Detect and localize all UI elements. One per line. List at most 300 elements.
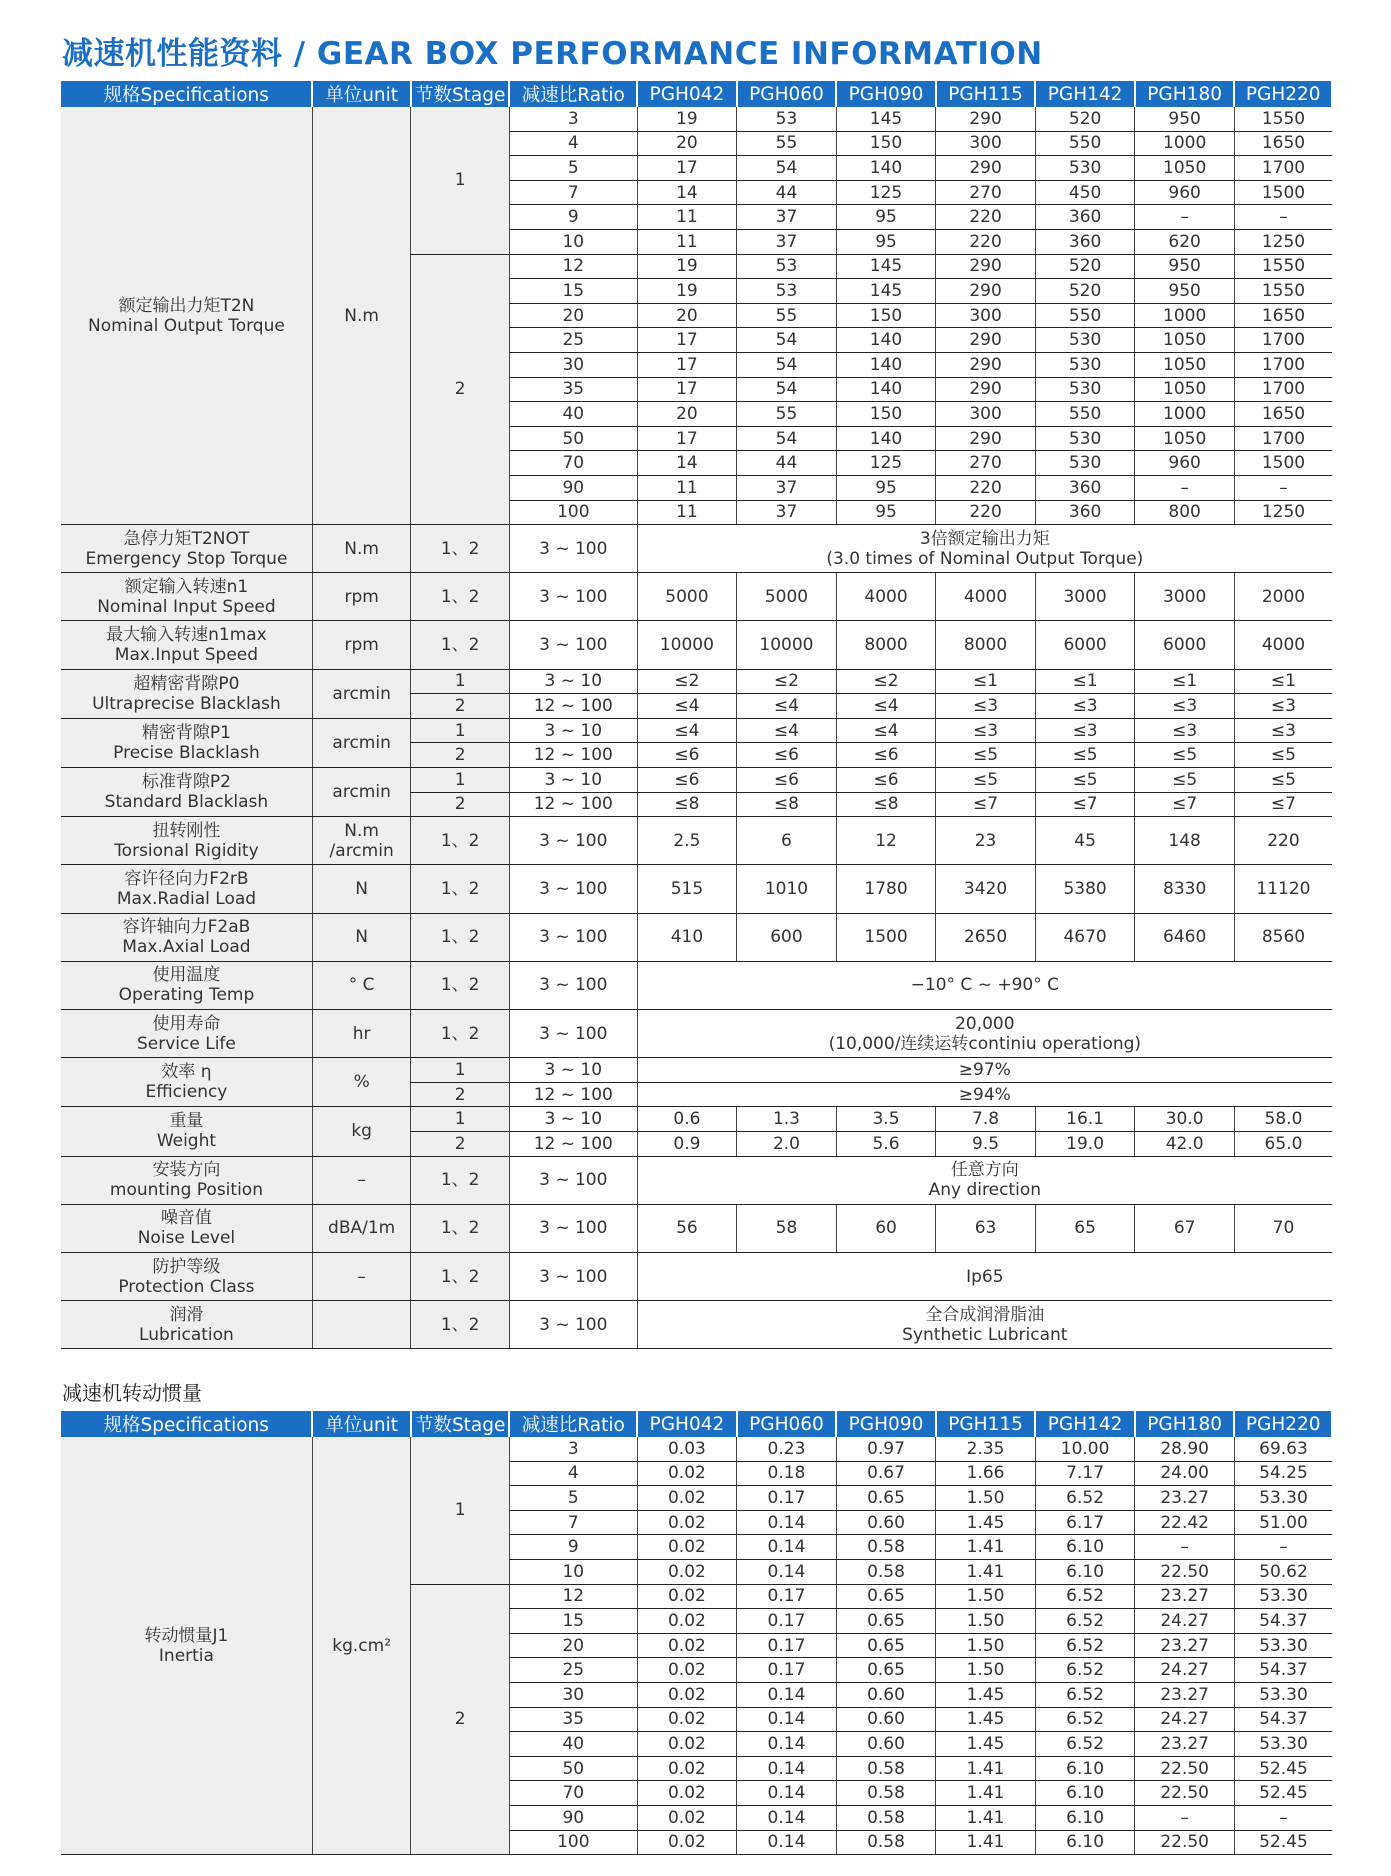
ratio-cell: 12 ~ 100: [509, 743, 637, 768]
value-cell: 140: [836, 352, 936, 377]
value-cell: ≤8: [637, 792, 737, 817]
value-cell: 23.27: [1135, 1732, 1235, 1757]
inertia-table: [61, 1411, 1333, 1855]
ratio-cell: 3 ~ 100: [509, 1156, 637, 1204]
param-name: [61, 525, 312, 573]
value-cell: 1780: [836, 865, 936, 913]
ratio-cell: 12 ~ 100: [509, 1082, 637, 1107]
value-cell: 360: [1035, 475, 1135, 500]
param-name: [61, 865, 312, 913]
ratio-cell: 25: [509, 328, 637, 353]
param-name: [61, 1204, 312, 1252]
column-header: 单位unit: [312, 81, 411, 107]
value-cell: 19.0: [1035, 1131, 1135, 1156]
value-cell: ≤4: [836, 694, 936, 719]
param-name-en: Standard Blacklash: [104, 792, 269, 813]
value-cell: 0.60: [836, 1732, 936, 1757]
value-cell: 1.50: [936, 1584, 1036, 1609]
value-cell: 2000: [1234, 573, 1332, 621]
column-header: 单位unit: [312, 1411, 411, 1437]
param-name-cn: 重量: [169, 1111, 204, 1132]
value-cell: 1.45: [936, 1682, 1036, 1707]
unit-cell: N: [312, 913, 411, 961]
merged-line: Ip65: [966, 1266, 1004, 1287]
value-cell: 1.50: [936, 1609, 1036, 1634]
column-header: 减速比Ratio: [509, 1411, 637, 1437]
param-name-cn: 精密背隙P1: [141, 722, 231, 743]
value-cell: 67: [1135, 1204, 1235, 1252]
value-cell: 17: [637, 426, 737, 451]
ratio-cell: 40: [509, 1732, 637, 1757]
value-cell: 2.0: [737, 1131, 837, 1156]
param-name-en: Inertia: [158, 1645, 214, 1666]
param-name-cn: 润滑: [169, 1304, 204, 1325]
value-cell: 530: [1035, 328, 1135, 353]
value-cell: 3000: [1135, 573, 1235, 621]
value-cell: 22.50: [1135, 1756, 1235, 1781]
ratio-cell: 12 ~ 100: [509, 792, 637, 817]
table-row: [61, 1058, 1332, 1083]
stage-cell: 2: [411, 1131, 510, 1156]
value-cell: 1.41: [936, 1781, 1036, 1806]
value-cell: 950: [1135, 107, 1235, 131]
value-cell: 145: [836, 254, 936, 279]
column-header: 规格Specifications: [61, 1411, 312, 1437]
value-cell: 16.1: [1035, 1107, 1135, 1132]
param-name-en: Max.Radial Load: [116, 889, 257, 909]
merged-line: (3.0 times of Nominal Output Torque): [826, 548, 1144, 569]
merged-value: [637, 1009, 1332, 1057]
param-name: [61, 107, 312, 525]
value-cell: 95: [836, 205, 936, 230]
value-cell: ≤7: [1035, 792, 1135, 817]
value-cell: 1700: [1234, 377, 1332, 402]
value-cell: 530: [1035, 156, 1135, 181]
value-cell: 8330: [1135, 865, 1235, 913]
value-cell: 6.10: [1035, 1756, 1135, 1781]
stage-cell: 1: [411, 1058, 510, 1083]
value-cell: 1500: [1234, 180, 1332, 205]
value-cell: 0.02: [637, 1461, 737, 1486]
ratio-cell: 3 ~ 100: [509, 865, 637, 913]
ratio-cell: 3 ~ 100: [509, 913, 637, 961]
value-cell: 0.14: [737, 1732, 837, 1757]
value-cell: 17: [637, 156, 737, 181]
value-cell: 5380: [1035, 865, 1135, 913]
value-cell: 1500: [836, 913, 936, 961]
param-name-en: Noise Level: [137, 1228, 236, 1249]
value-cell: 11: [637, 205, 737, 230]
param-name-cn: 额定输出力矩T2N: [118, 295, 255, 316]
value-cell: 10000: [737, 621, 837, 669]
value-cell: 270: [936, 451, 1036, 476]
value-cell: 1550: [1234, 279, 1332, 304]
ratio-cell: 12 ~ 100: [509, 1131, 637, 1156]
param-name-en: Ultraprecise Blacklash: [92, 693, 281, 714]
ratio-cell: 50: [509, 1756, 637, 1781]
ratio-cell: 3 ~ 100: [509, 525, 637, 573]
column-header: 节数Stage: [411, 81, 510, 107]
ratio-cell: 9: [509, 205, 637, 230]
value-cell: ≤6: [637, 768, 737, 793]
value-cell: 0.65: [836, 1609, 936, 1634]
value-cell: 17: [637, 352, 737, 377]
value-cell: 1.41: [936, 1830, 1036, 1855]
unit-cell: kg: [312, 1107, 411, 1156]
value-cell: –: [1234, 1535, 1332, 1560]
ratio-cell: 3 ~ 100: [509, 1009, 637, 1057]
value-cell: 54: [737, 377, 837, 402]
value-cell: 0.02: [637, 1682, 737, 1707]
value-cell: 5000: [637, 573, 737, 621]
value-cell: ≤1: [1035, 669, 1135, 694]
value-cell: 6.17: [1035, 1510, 1135, 1535]
param-name: [61, 1156, 312, 1204]
param-name-cn: 扭转刚性: [152, 820, 221, 841]
value-cell: 600: [737, 913, 837, 961]
value-cell: 1.45: [936, 1707, 1036, 1732]
value-cell: 1.41: [936, 1535, 1036, 1560]
table-row: [61, 573, 1332, 621]
value-cell: 520: [1035, 279, 1135, 304]
stage-cell: 1、2: [411, 573, 510, 621]
value-cell: ≤6: [836, 743, 936, 768]
value-cell: 60: [836, 1204, 936, 1252]
value-cell: 1.41: [936, 1559, 1036, 1584]
value-cell: 140: [836, 377, 936, 402]
merged-line: 全合成润滑脂油: [925, 1304, 1045, 1325]
ratio-cell: 35: [509, 377, 637, 402]
stage-cell: 1: [411, 718, 510, 743]
value-cell: 6.10: [1035, 1781, 1135, 1806]
value-cell: 0.65: [836, 1658, 936, 1683]
column-header: PGH060: [737, 1411, 837, 1437]
value-cell: 1700: [1234, 352, 1332, 377]
value-cell: 19: [637, 279, 737, 304]
value-cell: 0.9: [637, 1131, 737, 1156]
ratio-cell: 25: [509, 1658, 637, 1683]
value-cell: 0.02: [637, 1756, 737, 1781]
value-cell: 520: [1035, 107, 1135, 131]
value-cell: 53: [737, 107, 837, 131]
column-header: PGH115: [936, 1411, 1036, 1437]
column-header: 规格Specifications: [61, 81, 312, 107]
value-cell: 1.50: [936, 1658, 1036, 1683]
value-cell: ≤5: [936, 743, 1036, 768]
value-cell: 550: [1035, 131, 1135, 156]
value-cell: 290: [936, 426, 1036, 451]
value-cell: 0.58: [836, 1756, 936, 1781]
value-cell: 0.02: [637, 1707, 737, 1732]
value-cell: 220: [936, 205, 1036, 230]
merged-value: [637, 1252, 1332, 1300]
stage-cell: 1、2: [411, 1156, 510, 1204]
value-cell: 3.5: [836, 1107, 936, 1132]
table-row: [61, 1156, 1332, 1204]
merged-line: 任意方向: [950, 1160, 1019, 1181]
value-cell: 8560: [1234, 913, 1332, 961]
value-cell: ≤5: [1035, 743, 1135, 768]
stage-cell: 1: [411, 768, 510, 793]
value-cell: 6.52: [1035, 1584, 1135, 1609]
table-row: [61, 1437, 1332, 1461]
column-header: PGH180: [1135, 81, 1235, 107]
param-name: [61, 573, 312, 621]
param-name-cn: 最大输入转速n1max: [106, 625, 267, 646]
value-cell: 17: [637, 377, 737, 402]
value-cell: 0.58: [836, 1781, 936, 1806]
column-header: PGH042: [637, 1411, 737, 1437]
value-cell: 53.30: [1234, 1584, 1332, 1609]
stage-cell: 1、2: [411, 817, 510, 865]
value-cell: 53.30: [1234, 1732, 1332, 1757]
stage-cell: 1: [411, 1107, 510, 1132]
ratio-cell: 9: [509, 1535, 637, 1560]
param-name-en: Efficiency: [145, 1082, 228, 1103]
value-cell: 0.17: [737, 1633, 837, 1658]
ratio-cell: 100: [509, 1830, 637, 1855]
value-cell: ≤4: [737, 694, 837, 719]
table-row: [61, 817, 1332, 865]
ratio-cell: 70: [509, 451, 637, 476]
ratio-cell: 10: [509, 1559, 637, 1584]
ratio-cell: 5: [509, 1486, 637, 1511]
value-cell: 220: [936, 500, 1036, 525]
param-name-cn: 额定输入转速n1: [124, 576, 249, 597]
ratio-cell: 20: [509, 1633, 637, 1658]
unit-cell: arcmin: [312, 718, 411, 767]
column-header: PGH220: [1234, 81, 1332, 107]
value-cell: 23.27: [1135, 1633, 1235, 1658]
stage-cell: 2: [411, 792, 510, 817]
table-row: [61, 107, 1332, 131]
value-cell: 7.8: [936, 1107, 1036, 1132]
value-cell: 0.14: [737, 1535, 837, 1560]
param-name-en: Lubrication: [139, 1324, 234, 1345]
merged-line: 3倍额定输出力矩: [919, 528, 1050, 549]
column-header: PGH042: [637, 81, 737, 107]
unit-cell: N.m: [312, 525, 411, 573]
param-name-cn: 使用温度: [152, 965, 221, 986]
value-cell: 69.63: [1234, 1437, 1332, 1461]
ratio-cell: 20: [509, 303, 637, 328]
value-cell: ≤7: [1135, 792, 1235, 817]
value-cell: 290: [936, 328, 1036, 353]
value-cell: 150: [836, 303, 936, 328]
value-cell: 1.66: [936, 1461, 1036, 1486]
stage-cell: 1: [411, 669, 510, 694]
page-title: 减速机性能资料 / GEAR BOX PERFORMANCE INFORMATION: [62, 36, 1043, 72]
value-cell: 150: [836, 402, 936, 427]
value-cell: 14: [637, 180, 737, 205]
ratio-cell: 7: [509, 1510, 637, 1535]
param-name-cn: 转动惯量J1: [144, 1625, 229, 1646]
value-cell: ≤4: [836, 718, 936, 743]
merged-value: ≥97%: [637, 1058, 1332, 1083]
value-cell: 0.02: [637, 1830, 737, 1855]
value-cell: 37: [737, 500, 837, 525]
value-cell: 4000: [1234, 621, 1332, 669]
performance-table: [61, 81, 1333, 1349]
ratio-cell: 12 ~ 100: [509, 694, 637, 719]
value-cell: 1.41: [936, 1756, 1036, 1781]
value-cell: 0.6: [637, 1107, 737, 1132]
value-cell: 6.52: [1035, 1609, 1135, 1634]
value-cell: 1.41: [936, 1805, 1036, 1830]
param-name-en: Nominal Input Speed: [97, 596, 276, 617]
column-header: PGH142: [1035, 81, 1135, 107]
param-name-cn: 急停力矩T2NOT: [123, 528, 250, 549]
value-cell: 1500: [1234, 451, 1332, 476]
value-cell: 1050: [1135, 352, 1235, 377]
value-cell: 24.00: [1135, 1461, 1235, 1486]
unit-cell: arcmin: [312, 768, 411, 817]
ratio-cell: 3 ~ 100: [509, 1252, 637, 1300]
value-cell: 52.45: [1234, 1830, 1332, 1855]
value-cell: 44: [737, 180, 837, 205]
param-name-en: Operating Temp: [118, 985, 255, 1006]
value-cell: ≤3: [1035, 718, 1135, 743]
value-cell: –: [1135, 205, 1235, 230]
value-cell: 290: [936, 156, 1036, 181]
value-cell: 220: [936, 229, 1036, 254]
value-cell: 290: [936, 107, 1036, 131]
column-header: PGH090: [836, 1411, 936, 1437]
value-cell: 0.14: [737, 1510, 837, 1535]
value-cell: 24.27: [1135, 1707, 1235, 1732]
column-header: PGH115: [936, 81, 1036, 107]
value-cell: 360: [1035, 500, 1135, 525]
ratio-cell: 3 ~ 100: [509, 961, 637, 1009]
param-name-en: Nominal Output Torque: [88, 315, 285, 336]
merged-line: 20,000: [955, 1013, 1015, 1034]
ratio-cell: 3 ~ 100: [509, 1301, 637, 1349]
ratio-cell: 12: [509, 254, 637, 279]
param-name: [61, 913, 312, 961]
param-name: [61, 1009, 312, 1057]
value-cell: 0.60: [836, 1510, 936, 1535]
value-cell: 2.35: [936, 1437, 1036, 1461]
ratio-cell: 3 ~ 100: [509, 573, 637, 621]
unit-cell: %: [312, 1058, 411, 1107]
param-name-en: Max.Input Speed: [114, 645, 259, 666]
value-cell: ≤1: [1234, 669, 1332, 694]
value-cell: –: [1135, 1805, 1235, 1830]
value-cell: 550: [1035, 402, 1135, 427]
value-cell: 0.02: [637, 1633, 737, 1658]
ratio-cell: 5: [509, 156, 637, 181]
value-cell: 300: [936, 402, 1036, 427]
unit-cell: N.m: [312, 107, 411, 525]
merged-line: −10° C ~ +90° C: [910, 975, 1059, 996]
value-cell: 53: [737, 279, 837, 304]
value-cell: 0.65: [836, 1584, 936, 1609]
value-cell: 1700: [1234, 156, 1332, 181]
value-cell: ≤4: [637, 718, 737, 743]
value-cell: 0.17: [737, 1609, 837, 1634]
value-cell: 0.97: [836, 1437, 936, 1461]
value-cell: ≤5: [1035, 768, 1135, 793]
unit-cell: –: [312, 1252, 411, 1300]
table-row: [61, 1107, 1332, 1132]
value-cell: 17: [637, 328, 737, 353]
value-cell: 140: [836, 426, 936, 451]
value-cell: 55: [737, 303, 837, 328]
value-cell: 1.3: [737, 1107, 837, 1132]
stage-cell: 2: [411, 694, 510, 719]
value-cell: ≤8: [737, 792, 837, 817]
value-cell: 24.27: [1135, 1609, 1235, 1634]
value-cell: 1.50: [936, 1633, 1036, 1658]
ratio-cell: 15: [509, 1609, 637, 1634]
value-cell: 530: [1035, 426, 1135, 451]
value-cell: 11: [637, 475, 737, 500]
value-cell: 8000: [836, 621, 936, 669]
value-cell: 0.14: [737, 1830, 837, 1855]
value-cell: ≤1: [1135, 669, 1235, 694]
unit-cell: N: [312, 865, 411, 913]
value-cell: 145: [836, 107, 936, 131]
value-cell: 65.0: [1234, 1131, 1332, 1156]
value-cell: 0.14: [737, 1756, 837, 1781]
value-cell: 1250: [1234, 229, 1332, 254]
value-cell: 530: [1035, 377, 1135, 402]
param-name: [61, 669, 312, 718]
header-row: [61, 1411, 1332, 1437]
table-row: [61, 1301, 1332, 1349]
value-cell: 2650: [936, 913, 1036, 961]
value-cell: 148: [1135, 817, 1235, 865]
value-cell: 20: [637, 303, 737, 328]
value-cell: 1650: [1234, 402, 1332, 427]
value-cell: 6.52: [1035, 1633, 1135, 1658]
value-cell: 0.17: [737, 1584, 837, 1609]
value-cell: ≤6: [637, 743, 737, 768]
stage-cell: 1、2: [411, 913, 510, 961]
value-cell: 290: [936, 254, 1036, 279]
value-cell: 0.02: [637, 1658, 737, 1683]
value-cell: 1550: [1234, 107, 1332, 131]
value-cell: 52.45: [1234, 1781, 1332, 1806]
value-cell: 5000: [737, 573, 837, 621]
ratio-cell: 7: [509, 180, 637, 205]
ratio-cell: 100: [509, 500, 637, 525]
value-cell: 37: [737, 475, 837, 500]
value-cell: ≤8: [836, 792, 936, 817]
value-cell: 20: [637, 131, 737, 156]
unit-cell: rpm: [312, 621, 411, 669]
table-row: [61, 961, 1332, 1009]
value-cell: 620: [1135, 229, 1235, 254]
unit-cell: [312, 1301, 411, 1349]
value-cell: 220: [1234, 817, 1332, 865]
value-cell: 960: [1135, 180, 1235, 205]
value-cell: 10.00: [1035, 1437, 1135, 1461]
value-cell: 0.17: [737, 1658, 837, 1683]
merged-value: [637, 961, 1332, 1009]
stage-cell: 2: [411, 1584, 510, 1855]
value-cell: ≤3: [1035, 694, 1135, 719]
value-cell: 950: [1135, 254, 1235, 279]
param-name-cn: 容许径向力F2rB: [124, 869, 249, 889]
ratio-cell: 3: [509, 1437, 637, 1461]
param-name-en: Torsional Rigidity: [114, 840, 259, 861]
ratio-cell: 50: [509, 426, 637, 451]
value-cell: 95: [836, 500, 936, 525]
ratio-cell: 30: [509, 352, 637, 377]
value-cell: 960: [1135, 451, 1235, 476]
value-cell: 1050: [1135, 426, 1235, 451]
